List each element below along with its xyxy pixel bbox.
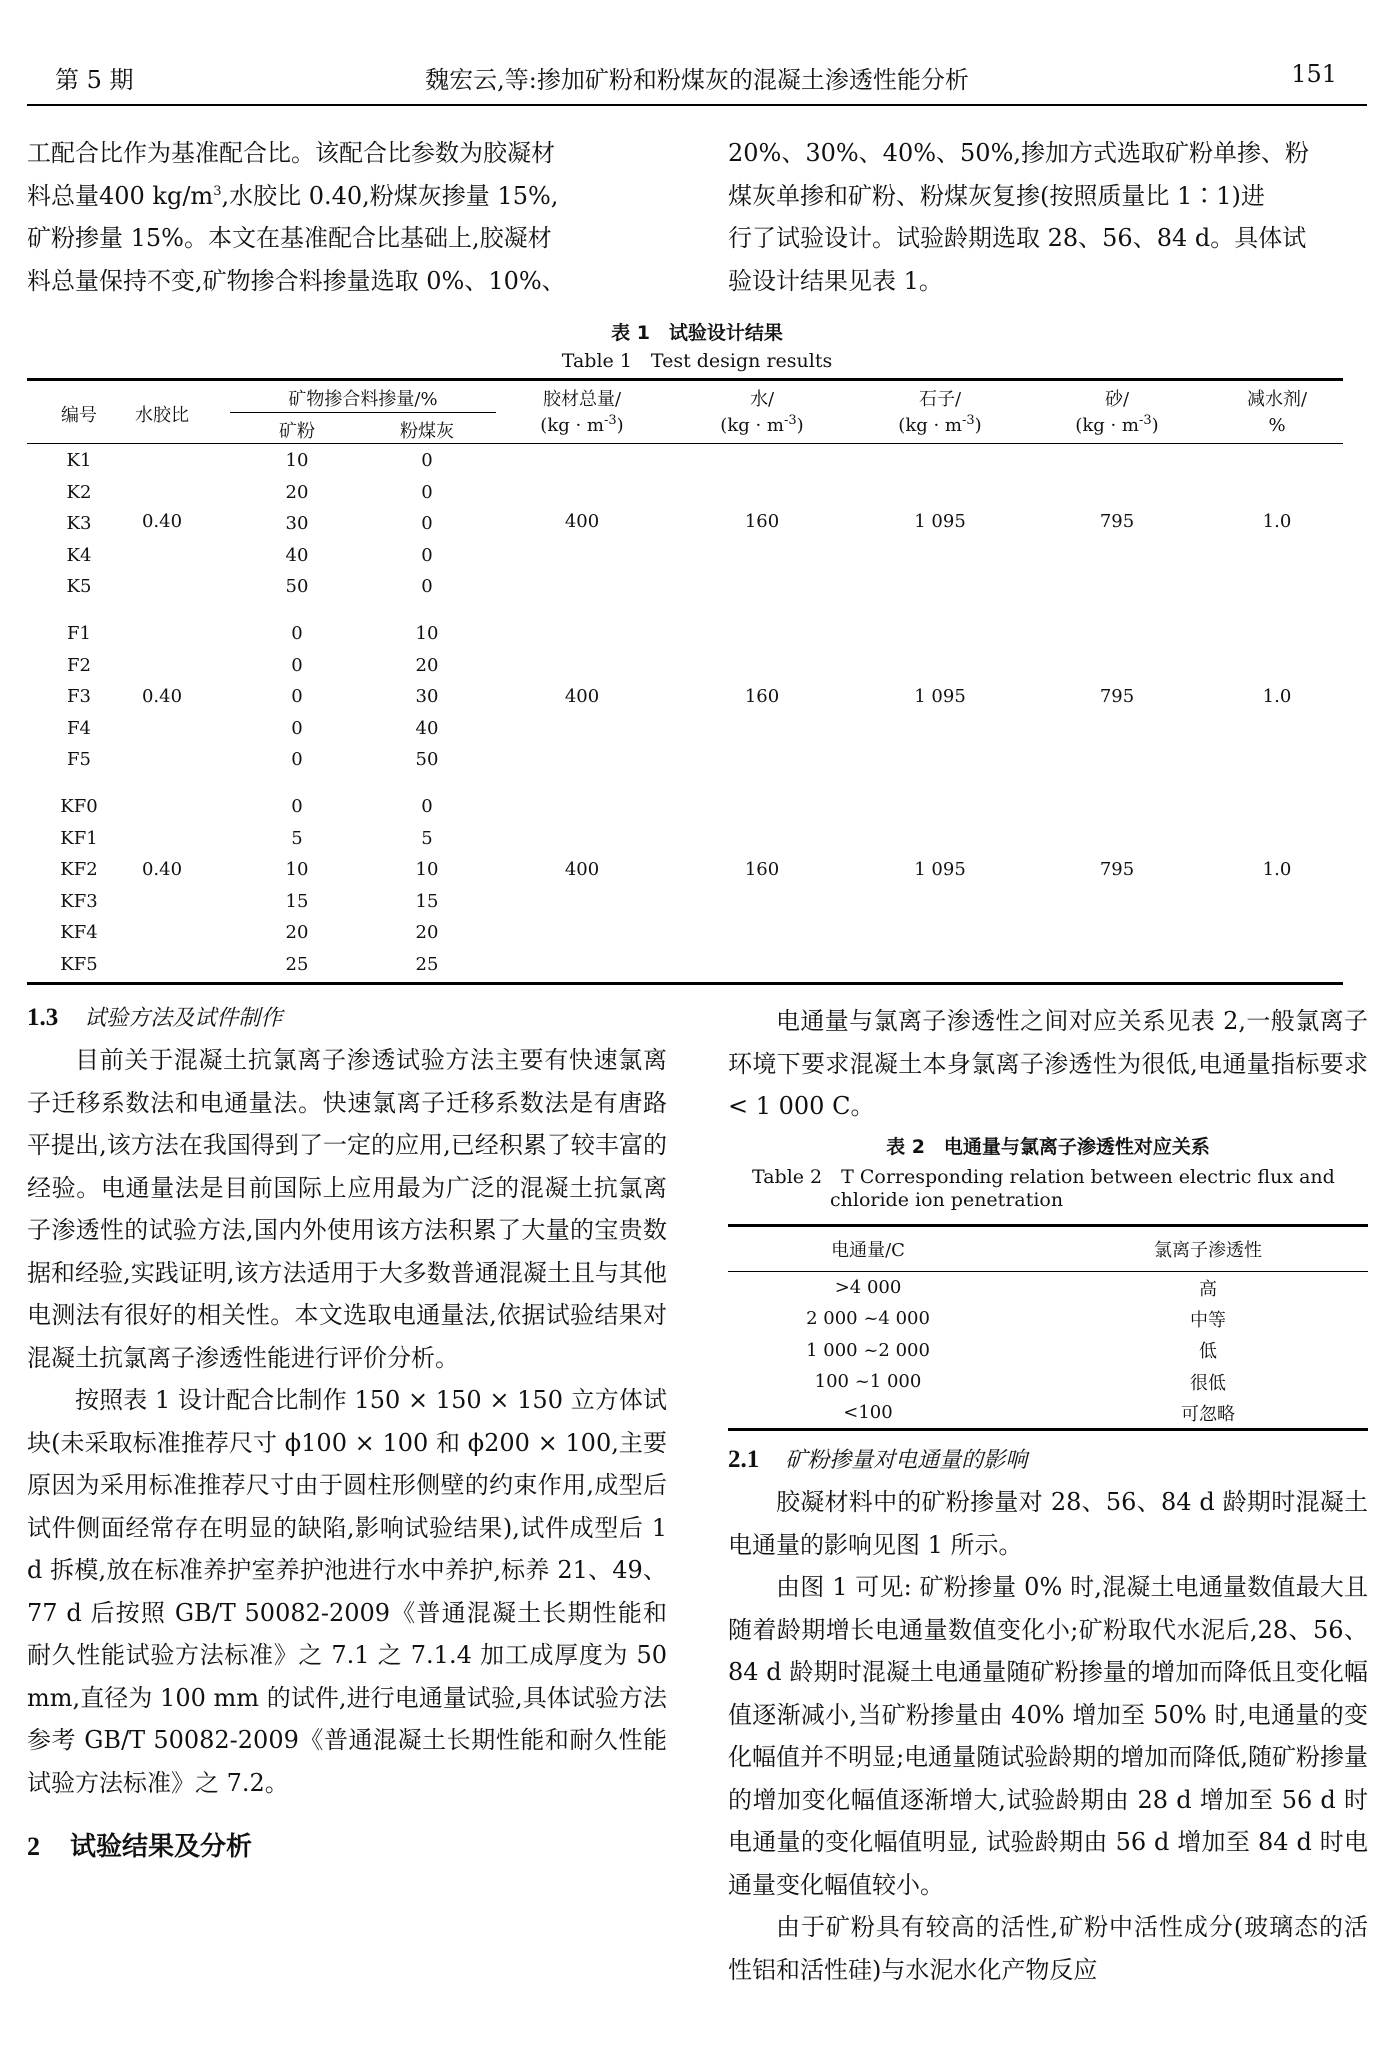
table-row: KF2 10 10 xyxy=(60,859,439,881)
table-row: 100 ~1 000 很低 xyxy=(814,1371,1226,1394)
table-row: K5 50 0 xyxy=(66,576,433,598)
col-binder: 胶材总量/ xyxy=(542,389,622,410)
table1-caption-cn: 表 1 试验设计结果 xyxy=(611,322,783,344)
col-flux: 电通量/C xyxy=(831,1240,905,1261)
section-2-1-heading: 2.1 矿粉掺量对电通量的影响 xyxy=(728,1446,1028,1473)
table-row: F5 0 50 xyxy=(67,749,439,771)
right-column-body xyxy=(728,1000,1368,1128)
table-row: KF1 5 5 xyxy=(60,827,433,849)
intro-line: 20%、30%、40%、50%,掺加方式选取矿粉单掺、粉 xyxy=(728,139,1310,167)
table-row: KF3 15 15 xyxy=(60,890,439,912)
issue-number: 第 5 期 xyxy=(55,66,134,94)
table1-group-flyash xyxy=(27,619,1343,777)
group-shared-values: 0.40 400 160 1 095 795 1.0 xyxy=(141,511,1292,532)
page-number: 151 xyxy=(1291,60,1337,88)
group-shared-values: 0.40 400 160 1 095 795 1.0 xyxy=(141,858,1292,880)
paragraph: 胶凝材料中的矿粉掺量对 28、56、84 d 龄期时混凝土电通量的影响见图 1 所示。 xyxy=(728,1488,1368,1559)
unit: $(kg \cdot m^{-3})$ xyxy=(720,413,804,436)
table-row: K3 30 0 xyxy=(66,513,433,535)
running-header xyxy=(27,56,1367,106)
paragraph: 由于矿粉具有较高的活性,矿粉中活性成分(玻璃态的活性铝和活性硅)与水泥水化产物反应 xyxy=(728,1913,1368,1984)
intro-line: 行了试验设计。试验龄期选取 28、56、84 d。具体试 xyxy=(728,224,1307,252)
table2 xyxy=(728,1224,1368,1431)
intro-line: 料总量保持不变,矿物掺合料掺量选取 0%、10%、 xyxy=(27,266,566,295)
table-row: 1 000 ~2 000 低 xyxy=(806,1339,1217,1363)
paragraph: 由图 1 可见: 矿粉掺量 0% 时,混凝土电通量数值最大且随着龄期增长电通量数值变化小;矿粉取代水泥后,28、56、84 d 龄期时混凝土电通量随矿粉掺量的增加而降低且变化幅值逐渐减小,当矿粉掺量由 40% 增加至 50% 时,电通量的变化幅值并不明显;电通量随试验龄期的增加而降低,随矿粉掺量的增加变化幅值逐渐增大,试验龄期由 28 d 增加至 56 d 时电通量的变化幅值明显, 试验龄期由 56 d 增加至 84 d 时电通量变化幅值较小。 xyxy=(728,1573,1368,1899)
running-title: 魏宏云,等:掺加矿粉和粉煤灰的混凝土渗透性能分析 xyxy=(425,66,969,94)
table1-caption-en: Table 1 Test design results xyxy=(561,350,833,372)
table2-caption-cn: 表 2 电通量与氯离子渗透性对应关系 xyxy=(886,1136,1210,1158)
paragraph: 按照表 1 设计配合比制作 150 × 150 × 150 立方体试块(未采取标准推荐尺寸 ϕ100 × 100 和 ϕ200 × 100,主要原因为采用标准推荐尺寸由于圆柱形侧壁的约束作用,成型后试件侧面经常存在明显的缺陷,影响试验结果),试件成型后 1 d 拆模,放在标准养护室养护池进行水中养护,标养 21、49、77 d 后按照 GB/T 50082-2009《普通混凝土长期性能和耐久性能试验方法标准》之 7.1 之 7.1.4 加工成厚度为 50 mm,直径为 100 mm 的试件,进行电通量试验,具体试验方法参考 GB/T 50082-2009《普通混凝土长期性能和耐久性能试验方法标准》之 7.2。 xyxy=(27,1386,667,1797)
col-stone: 石子/ xyxy=(918,389,962,410)
col-sand: 砂/ xyxy=(1104,389,1130,410)
table-row: K2 20 0 xyxy=(66,481,433,503)
col-water: 水/ xyxy=(749,389,775,410)
table1 xyxy=(27,378,1343,985)
col-penetration: 氯离子渗透性 xyxy=(1154,1240,1262,1261)
paragraph: 目前关于混凝土抗氯离子渗透试验方法主要有快速氯离子迁移系数法和电通量法。快速氯离子迁移系数法是有唐路平提出,该方法在我国得到了一定的应用,已经积累了较丰富的经验。电通量法是目前国际上应用最为广泛的混凝土抗氯离子渗透性的试验方法,国内外使用该方法积累了大量的宝贵数据和经验,实践证明,该方法适用于大多数普通混凝土且与其他电测法有很好的相关性。本文选取电通量法,依据试验结果对混凝土抗氯离子渗透性能进行评价分析。 xyxy=(27,1046,667,1372)
col-id: 编号 xyxy=(61,405,97,426)
table-row: F4 0 40 xyxy=(67,717,439,739)
intro-line: 验设计结果见表 1。 xyxy=(728,266,943,295)
table2-caption-en: Table 2 T Corresponding relation between electric flux and chloride ion penetration xyxy=(752,1166,1335,1211)
col-reducer: 减水剂/ xyxy=(1246,389,1308,410)
intro-line: 煤灰单掺和矿粉、粉煤灰复掺(按照质量比 1∶1)进 xyxy=(728,181,1265,210)
table-row: KF5 25 25 xyxy=(60,953,439,975)
header-rule xyxy=(230,412,496,413)
table-row: K1 10 0 xyxy=(66,450,433,471)
left-column-body xyxy=(27,998,667,1869)
table1-header xyxy=(27,381,1343,444)
col-slag: 矿粉 xyxy=(279,421,315,442)
table-row: 2 000 ~4 000 中等 xyxy=(806,1308,1226,1331)
table-row: F1 0 10 xyxy=(67,622,439,644)
intro-right-column xyxy=(728,132,1368,302)
intro-left-column xyxy=(27,132,667,302)
table-row: F2 0 20 xyxy=(67,654,439,676)
col-mineral-group: 矿物掺合料掺量/% xyxy=(288,389,438,410)
section-2-heading: 2 试验结果及分析 xyxy=(27,1832,253,1862)
section-2-1 xyxy=(728,1440,1368,1991)
col-wb-ratio: 水胶比 xyxy=(135,405,189,426)
table-row: F3 0 30 xyxy=(67,686,439,708)
unit: $(kg \cdot m^{-3})$ xyxy=(1075,413,1159,436)
table2-header xyxy=(728,1227,1368,1272)
group-shared-values: 0.40 400 160 1 095 795 1.0 xyxy=(141,685,1292,707)
table-row: >4 000 高 xyxy=(834,1277,1217,1300)
unit: $(kg \cdot m^{-3})$ xyxy=(898,413,982,436)
table-row: KF0 0 0 xyxy=(60,795,433,817)
intro-line: 矿粉掺量 15%。本文在基准配合比基础上,胶凝材 xyxy=(27,224,552,252)
intro-line: 工配合比作为基准配合比。该配合比参数为胶凝材 xyxy=(27,139,555,167)
section-1-3-heading: 1.3 试验方法及试件制作 xyxy=(27,1004,283,1031)
table1-group-combined xyxy=(27,792,1343,982)
paragraph: 电通量与氯离子渗透性之间对应关系见表 2,一般氯离子环境下要求混凝土本身氯离子渗透性为很低,电通量指标要求 < 1 000 C。 xyxy=(728,1007,1368,1120)
table-row: <100 可忽略 xyxy=(843,1402,1235,1425)
unit-pct: % xyxy=(1268,415,1286,436)
intro-line: 料总量400 $kg/m^3$,水胶比 0.40,粉煤灰掺量 15%, xyxy=(27,181,559,210)
unit: $(kg \cdot m^{-3})$ xyxy=(540,413,624,436)
table-row: KF4 20 20 xyxy=(60,922,439,944)
table1-group-slag xyxy=(27,444,1343,604)
table-row: K4 40 0 xyxy=(66,544,433,566)
col-flyash: 粉煤灰 xyxy=(400,421,454,442)
